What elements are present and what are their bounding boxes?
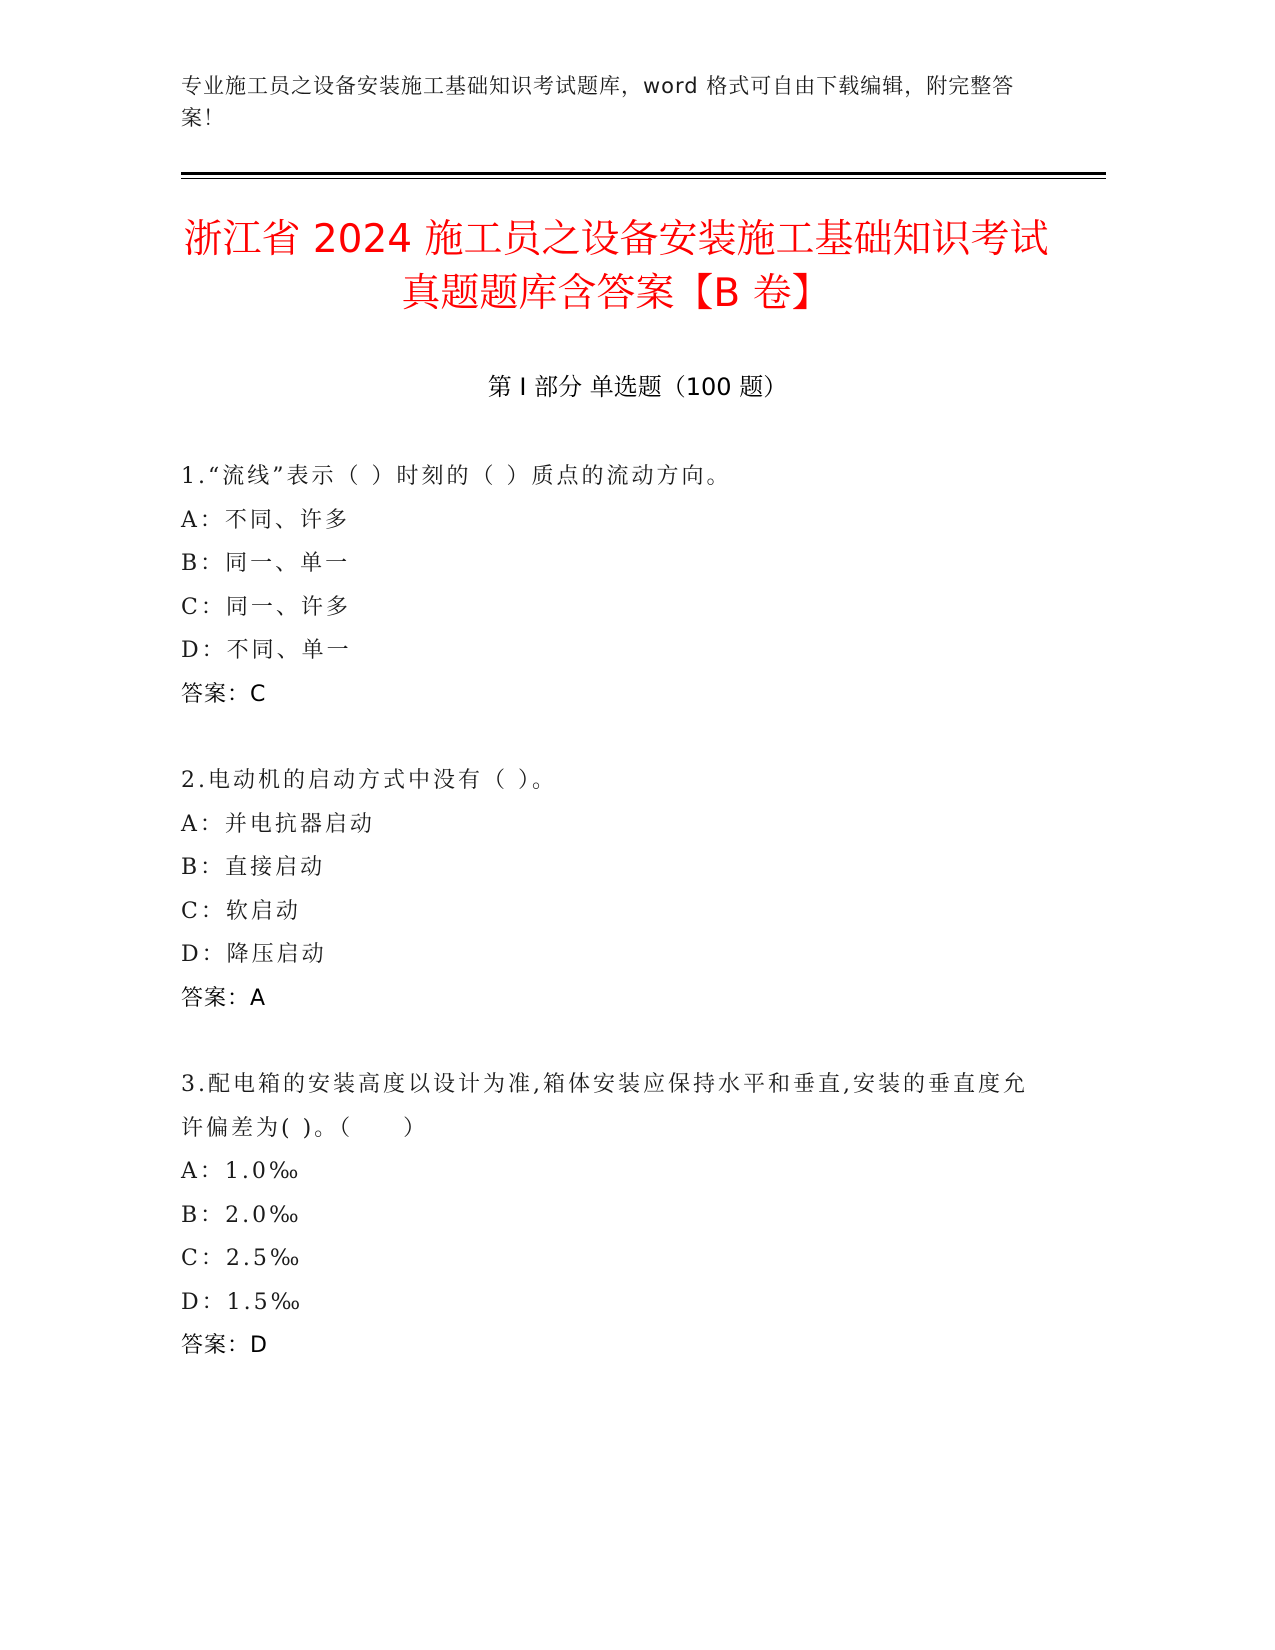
option-c: C：2.5‰ xyxy=(181,1246,303,1271)
question-stem: 3.配电箱的安装高度以设计为准,箱体安装应保持水平和垂直,安装的垂直度允许偏差为( )。（ ） xyxy=(181,1072,1028,1141)
question-answer: 答案：C xyxy=(181,681,267,707)
question-3 xyxy=(181,1063,1031,1368)
question-answer: 答案：D xyxy=(181,1333,268,1358)
option-b: B：2.0‰ xyxy=(181,1202,302,1228)
header-divider-thick xyxy=(181,172,1106,175)
option-d: D：降压启动 xyxy=(181,942,327,967)
option-b: B：同一、单一 xyxy=(181,551,351,576)
option-b: B：直接启动 xyxy=(181,855,326,880)
document-title: 浙江省 2024 施工员之设备安装施工基础知识考试真题题库含答案【B 卷】 xyxy=(183,217,1049,316)
option-c: C：软启动 xyxy=(181,898,301,924)
question-answer: 答案：A xyxy=(181,985,267,1011)
section-title: 第 I 部分 单选题（100 题） xyxy=(487,373,788,401)
header-divider-thin xyxy=(181,178,1106,179)
question-2 xyxy=(181,759,1031,1020)
option-d: D：1.5‰ xyxy=(181,1289,304,1315)
option-a: A：不同、许多 xyxy=(181,507,350,533)
question-list xyxy=(181,455,1031,1368)
question-stem: 2.电动机的启动方式中没有（ ）。 xyxy=(181,768,557,793)
option-c: C：同一、许多 xyxy=(181,594,351,620)
header-note: 专业施工员之设备安装施工基础知识考试题库，word 格式可自由下载编辑，附完整答案！ xyxy=(181,74,1015,130)
option-d: D：不同、单一 xyxy=(181,638,352,663)
option-a: A：1.0‰ xyxy=(181,1159,302,1184)
question-1 xyxy=(181,455,1031,716)
question-stem: 1.“流线”表示（ ）时刻的（ ）质点的流动方向。 xyxy=(181,464,732,489)
option-a: A：并电抗器启动 xyxy=(181,811,375,837)
